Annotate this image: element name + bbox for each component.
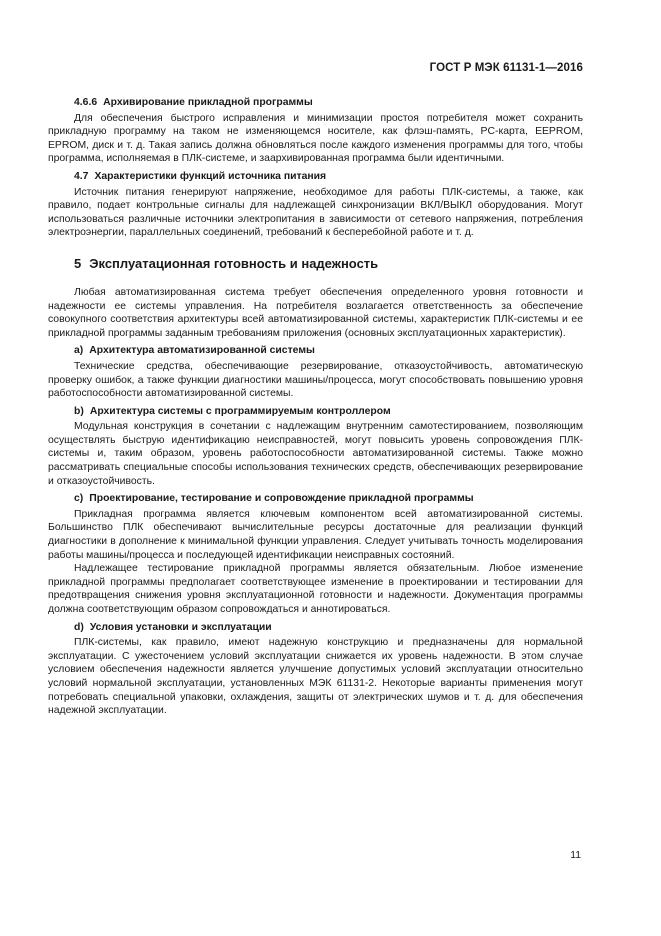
body-paragraph: Любая автоматизированная система требует обеспечения определенного уровня готовности и надежности ее системы управления. На потребителя возлагается ответственность за обеспечение совокупного соответствия архитектуры всей автоматизированной системы, характеристик ПЛК-системы и ее прикладной программы заданным требованиям приложения (основных эксплуатационных характеристик).	[48, 286, 583, 339]
body-paragraph: Технические средства, обеспечивающие резервирование, отказоустойчивость, автоматическую проверку ошибок, а также функции диагностики машины/процесса, могут способствовать повышению уровня работоспособности автоматизированной системы.	[48, 360, 583, 400]
heading-number: b)	[74, 405, 84, 417]
section-heading	[74, 256, 583, 272]
heading-number: 4.6.6	[74, 97, 98, 108]
subsection-heading	[74, 96, 583, 110]
heading-number: 4.7	[74, 170, 89, 182]
document-code: ГОСТ Р МЭК 61131-1—2016	[429, 62, 583, 74]
body-paragraph: Прикладная программа является ключевым компонентом всей автоматизированной системы. Большинство ПЛК обеспечивают вычислительные ресурсы достаточные для реализации функций диагностики в дополнение к минимальной функции управления. Следует учитывать точность моделирования работы машины/процесса и последующей идентификации неисправных состояний.	[48, 508, 583, 561]
heading-number: d)	[74, 621, 84, 633]
subsection-heading	[74, 621, 583, 635]
heading-title: Архивирование прикладной программы	[103, 97, 313, 108]
subsection-heading	[74, 405, 583, 419]
heading-number: a)	[74, 345, 84, 357]
subsection-heading	[74, 170, 583, 184]
body-paragraph: Для обеспечения быстрого исправления и минимизации простоя потребителя может сохранить прикладную программу на таком не изменяющемся носителе, как флэш-память, PC-карта, EEPROM, EPROM, диск и т. д. Такая запись должна обновляться после каждого изменения программы для того, чтобы программа, исполняемая в ПЛК-системе, и заархивированная программа были идентичными.	[48, 112, 583, 165]
heading-title: Проектирование, тестирование и сопровождение прикладной программы	[89, 493, 474, 505]
heading-title: Архитектура автоматизированной системы	[89, 345, 315, 357]
heading-number: 5	[74, 255, 82, 271]
heading-number: c)	[74, 493, 84, 505]
heading-title: Условия установки и эксплуатации	[89, 621, 272, 633]
body-paragraph: ПЛК-системы, как правило, имеют надежную конструкцию и предназначены для нормальной эксплуатации. С ужесточением условий эксплуатации снижается их уровень надежности. В этом случае условием обеспечения надежности является улучшение допустимых условий эксплуатации относительно условий нормальной эксплуатации, установленных МЭК 61131-2. Некоторые варианты применения могут потребовать специальной упаковки, охлаждения, защиты от электрических шумов и т. д. для обеспечения надежной эксплуатации.	[48, 637, 583, 717]
heading-title: Архитектура системы с программируемым контроллером	[89, 405, 391, 417]
subsection-heading	[74, 344, 583, 358]
page-number: 11	[570, 850, 581, 861]
subsection-heading	[74, 492, 583, 506]
heading-title: Характеристики функций источника питания	[94, 170, 327, 182]
body-paragraph: Источник питания генерируют напряжение, необходимое для работы ПЛК-системы, а также, как правило, подает контрольные сигналы для надлежащей синхронизации ВКЛ/ВЫКЛ оборудования. Могут использоваться различные источники электропитания в зависимости от сетевого напряжения, потребления электроэнергии, параллельных соединений, требований к бесперебойной работе и т. д.	[48, 186, 583, 239]
body-paragraph: Надлежащее тестирование прикладной программы является обязательным. Любое изменение прикладной программы предполагает соответствующее изменение в проектировании и тестировании для предотвращения снижения уровня эксплуатационной готовности и надежности. Документация программы должна соответствующим образом сопровождаться и аннотироваться.	[48, 563, 583, 615]
heading-title: Эксплуатационная готовность и надежность	[89, 255, 379, 271]
body-paragraph: Модульная конструкция в сочетании с надлежащим внутренним самотестированием, позволяющим осуществлять быструю идентификацию неисправностей, могут повысить уровень сопровождения ПЛК-системы и, таким образом, уровень работоспособности автоматизированной системы. Также можно рассматривать специальные способы использования технических средств, обеспечивающих резервирование и отказоустойчивость.	[48, 421, 583, 487]
document-body	[48, 92, 583, 718]
